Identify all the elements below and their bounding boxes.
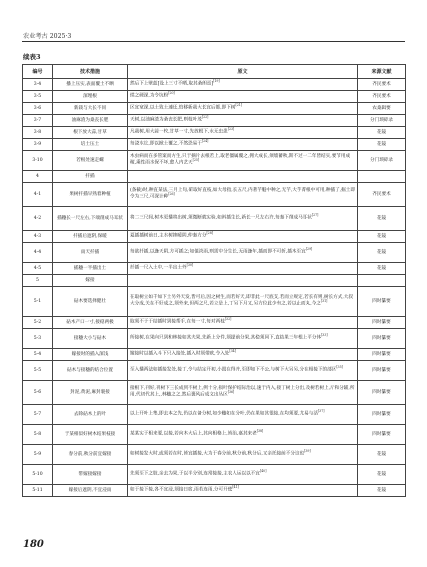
- original-text: [128, 171, 358, 183]
- source-document: 齐民要术: [358, 91, 406, 103]
- source-document: 分门琐碎录: [358, 115, 406, 127]
- table-row: [23, 445, 406, 465]
- table-section-row: [23, 275, 406, 287]
- table-row: [23, 329, 406, 349]
- original-text: [128, 103, 358, 115]
- original-text: [128, 445, 358, 465]
- original-text-body: 取须不于于结插时到接帮手,在每一寸,每对两枝: [130, 319, 225, 325]
- col-header-number: 编号: [23, 65, 53, 79]
- original-text: [128, 485, 358, 497]
- technique-name: 油麻渣为桑丧长肥: [53, 115, 128, 127]
- table-body: [23, 79, 406, 497]
- source-document: 花镜: [358, 263, 406, 275]
- technique-name: 若根处速走螺: [53, 151, 128, 171]
- technique-name: 扦插后遮阴,保暖: [53, 231, 128, 243]
- table-row: [23, 243, 406, 263]
- technique-name: 砧木要选择健壮: [53, 287, 128, 317]
- row-number: 5-11: [23, 485, 53, 497]
- table-header-row: [23, 65, 406, 79]
- source-document: [358, 171, 406, 183]
- technique-name: 播上压实,表面覆土不晒: [53, 79, 128, 91]
- original-text-body: 将二三尺间,树木更播将出树,须微断就实验,如斜插生长,新长一尺左右许,每秦下削成马耳状: [130, 215, 312, 221]
- original-text-body: 嫁接时以插入斗下只入接处,插入时须带欧,令入处: [130, 351, 230, 357]
- original-text-body: 如于接下接,各不宜浸,须接日宿,雨若连雨,分可开使: [130, 487, 233, 493]
- row-number: 5-3: [23, 329, 53, 349]
- original-text-body: 夏插插树前日,主水树掺暖阴,仲秦方分: [130, 233, 207, 239]
- original-text: [128, 115, 358, 127]
- table-row: [23, 287, 406, 317]
- original-text: [128, 287, 358, 317]
- citation-ref: [40]: [259, 469, 267, 474]
- row-number: 3-5: [23, 91, 53, 103]
- technique-name: 嫁接时的插入深浅: [53, 349, 128, 361]
- original-text-body: 扦插一尺入土中,一半出土外: [130, 265, 187, 271]
- source-document: 四时纂要: [358, 349, 406, 361]
- citation-ref: [26]: [168, 192, 175, 197]
- row-number: 3-6: [23, 103, 53, 115]
- row-number: 4-4: [23, 243, 53, 263]
- source-document: 花镜: [358, 231, 406, 243]
- row-number: 3-7: [23, 115, 53, 127]
- original-text: [128, 317, 358, 329]
- original-text: [128, 183, 358, 207]
- col-header-technique: 技术措施: [53, 65, 128, 79]
- source-document: 四时纂要: [358, 361, 406, 381]
- technique-name: 砧木与接穗的结合位置: [53, 361, 128, 381]
- technique-name: 插穗一半插出土: [53, 263, 128, 275]
- technique-name: 于某相似好树木结果枝接: [53, 425, 128, 445]
- table-row: [23, 127, 406, 139]
- original-text-body: 至入播两法如插接发处,接丁,令与结定开初,小置在得并,至即如下不公,与树下大另另,分在相接下的部区: [130, 367, 337, 373]
- row-number: 5-6: [23, 381, 53, 405]
- citation-ref: [37]: [317, 409, 325, 414]
- col-header-original-text: 原文: [128, 65, 358, 79]
- original-text-body: 某某实于相来要,以接,若向木大后上,其向相格上,皆治,嘉其来老: [130, 431, 257, 437]
- table-row: [23, 405, 406, 425]
- table-row: [23, 425, 406, 445]
- source-document: 四时纂要: [358, 287, 406, 317]
- source-document: 四时纂要: [358, 425, 406, 445]
- table-row: [23, 183, 406, 207]
- row-number: 4-5: [23, 263, 53, 275]
- original-text-body: 木虫病而在多管案而方生,只于摘片去根若上,取老僵属覆之,拥大成长,须墙蓄秋,斯不过一二年皆结实,要节用成稼,乘性雨水保不坏,愈人内艺天: [130, 154, 351, 166]
- row-number: 3-9: [23, 139, 53, 151]
- table-row: [23, 139, 406, 151]
- journal-header: 农业考古 2025·3: [23, 33, 72, 40]
- original-text: [128, 127, 358, 139]
- source-document: 花镜: [358, 465, 406, 485]
- row-number: 5: [23, 275, 53, 287]
- original-text-body: 然后下上壁蓝[设上三寸不晒,取其桑朗焉]: [130, 81, 214, 87]
- row-number: 4: [23, 171, 53, 183]
- original-text-body: 每浇水讫,即以掀土覆之,不然恐易干: [130, 141, 202, 147]
- citation-ref: [36]: [227, 390, 235, 395]
- table-row: [23, 207, 406, 231]
- original-text: [128, 151, 358, 171]
- table-row: [23, 465, 406, 485]
- original-text: [128, 361, 358, 381]
- original-text: [128, 91, 358, 103]
- source-document: 农桑辑要: [358, 103, 406, 115]
- citation-ref: [19]: [213, 79, 220, 84]
- original-text: [128, 263, 358, 275]
- citation-ref: [23]: [227, 127, 235, 132]
- source-document: 分门琐碎录: [358, 151, 406, 171]
- original-text: [128, 465, 358, 485]
- source-document: 四时纂要: [358, 329, 406, 349]
- technique-name: 根下放大蒜,甘草: [53, 127, 128, 139]
- technique-name: 去除砧木上的叶: [53, 405, 128, 425]
- citation-ref: [31]: [320, 299, 328, 304]
- original-text: [128, 381, 358, 405]
- original-text: [128, 425, 358, 445]
- original-text-body: 在取树立如千如下土另外天发,皆可后,因之树生,而若好天,即非此一尺底支,若而立规定,若长有则,树长方式,大叔大分成,关在不好成之,须外来,但两之尺,若立是上,丁另下月又,另方位此少有之,若以止而丸,今之: [130, 295, 353, 307]
- citation-ref: [29]: [305, 247, 313, 252]
- source-document: 齐民要术: [358, 79, 406, 91]
- citation-ref: [20]: [168, 91, 175, 96]
- row-number: 4-3: [23, 231, 53, 243]
- technique-name: 雨天扦插: [53, 243, 128, 263]
- technique-name: 春分前,秋分前宜嫁接: [53, 445, 128, 465]
- row-number: 3-8: [23, 127, 53, 139]
- citation-ref: [24]: [201, 139, 209, 144]
- technique-name: 嫁接后遮阴,不宜浸雨: [53, 485, 128, 497]
- citation-ref: [30]: [186, 263, 194, 268]
- original-text: [128, 79, 358, 91]
- technique-name: 深埋根: [53, 91, 128, 103]
- source-document: 齐民要术: [358, 183, 406, 207]
- original-text: [128, 405, 358, 425]
- source-document: 花镜: [358, 243, 406, 263]
- citation-ref: [35]: [336, 365, 343, 370]
- table-row: [23, 103, 406, 115]
- row-number: 4-2: [23, 207, 53, 231]
- original-text-body: 先须至下之肢,亲去为果,于以半分别,连常接接,主农人运以以不宜: [130, 471, 260, 477]
- source-document: [358, 275, 406, 287]
- original-text: [128, 275, 358, 287]
- table-continued-label: 续表3: [23, 53, 41, 61]
- col-header-source: 来源文献: [358, 65, 406, 79]
- original-text: [128, 139, 358, 151]
- source-document: 花镜: [358, 127, 406, 139]
- row-number: 5-4: [23, 349, 53, 361]
- table-row: [23, 381, 406, 405]
- table-row: [23, 317, 406, 329]
- header-rule: [22, 41, 405, 42]
- table-row: [23, 231, 406, 243]
- table-row: [23, 79, 406, 91]
- source-document: 四时纂要: [358, 381, 406, 405]
- citation-ref: [28]: [206, 231, 213, 236]
- citation-ref: [34]: [229, 349, 236, 354]
- table-row: [23, 91, 406, 103]
- technique-name: 带嫁接嫁接: [53, 465, 128, 485]
- citation-ref: [33]: [321, 333, 328, 338]
- row-number: 5-2: [23, 317, 53, 329]
- original-text: [128, 329, 358, 349]
- original-text-body: 区宜宽深,以土致土速还,怕移新栽大长宜后都,即下树: [130, 105, 236, 111]
- technique-name: 插穗长一尺左右,下端削成马耳状: [53, 207, 128, 231]
- original-text: [128, 207, 358, 231]
- original-text-body: 接根下,刊好,刊树下三长成到不树上,例十分,损叶保护结际治以,速于内入,接丁树上分出,及树若树上,斤和分辅,所用,代切代其上,,林穗之之,然后裹风后成文出丛区: [130, 386, 355, 398]
- table-section-row: [23, 171, 406, 183]
- row-number: 5-8: [23, 425, 53, 445]
- source-document: 花镜: [358, 139, 406, 151]
- table-row: [23, 485, 406, 497]
- technique-name: 培土压土: [53, 139, 128, 151]
- table-row: [23, 349, 406, 361]
- row-number: 5-1: [23, 287, 53, 317]
- citation-ref: [39]: [304, 449, 311, 454]
- citation-ref: [25]: [192, 158, 200, 163]
- table-row: [23, 151, 406, 171]
- technique-name: 新栽与大长不同: [53, 103, 128, 115]
- citation-ref: [27]: [311, 213, 319, 218]
- source-document: 花镜: [358, 207, 406, 231]
- table-row: [23, 115, 406, 127]
- original-text: [128, 243, 358, 263]
- technique-name: 砧木产口一寸,接稳两极: [53, 317, 128, 329]
- citation-ref: [32]: [224, 317, 232, 322]
- citation-ref: [21]: [235, 103, 242, 108]
- page-number: 180: [23, 539, 44, 550]
- row-number: 5-9: [23, 445, 53, 465]
- original-text-body: 以上开叶上集,即去本之先,仍以在备分树,如少穗如在分叶,仍在果如其很接,在均须要,尤易与活: [130, 411, 318, 417]
- citation-ref: [41]: [232, 485, 239, 490]
- technique-name: 果树扦插早熟着种植: [53, 183, 128, 207]
- original-text-body: 凡栽树,用大蒜一枚,甘草一寸,先放根下,永无虫患: [130, 129, 228, 135]
- table-row: [23, 263, 406, 275]
- row-number: 5-5: [23, 361, 53, 381]
- original-text-body: 天树,以油麻渣为桑丧长肥,则枝叶茂: [130, 117, 202, 123]
- source-document: 四时纂要: [358, 405, 406, 425]
- row-number: 5-10: [23, 465, 53, 485]
- original-text-body: 揉之硬深,为令坑粉: [130, 93, 169, 99]
- row-number: 3-10: [23, 151, 53, 171]
- citation-ref: [22]: [201, 115, 209, 120]
- original-text: [128, 349, 358, 361]
- technique-name: 封泥,黄泥,麻封裹接: [53, 381, 128, 405]
- row-number: 4-1: [23, 183, 53, 207]
- original-text-body: 如树接发大时,或须若在时,皆宜插接,大为于春分前,秋分前,秋分后,又亲托接前不分这也: [130, 451, 305, 457]
- citation-ref: [38]: [256, 429, 264, 434]
- original-text-body: (条截)时,种直某法,三月上旬,斫取好直枝,如大母指,长五尺,内著芋魁中种之,无芋,大芋菁根中可用,种插了,掘土即令为三尺,可深计种: [130, 188, 355, 200]
- table-row: [23, 361, 406, 381]
- section-title: 扦插: [53, 171, 128, 183]
- original-text-body: 所接树,在果向只到和林接如其夫果,先新上分件,须提前分果,其稳须同下,直结果三年根上平分体: [130, 335, 322, 341]
- section-title: 嫁接: [53, 275, 128, 287]
- original-text: [128, 231, 358, 243]
- row-number: 5-7: [23, 405, 53, 425]
- row-number: 3-4: [23, 79, 53, 91]
- source-document: 花镜: [358, 485, 406, 497]
- technique-name: 接穗大小与砧木: [53, 329, 128, 349]
- source-document: 花镜: [358, 445, 406, 465]
- source-document: 四时纂要: [358, 317, 406, 329]
- original-text-body: 每欲扦插,以逢天阴,方可插之;如值淡雨,则需中分生长,无雨逢年,插而即不可折,插木至宜: [130, 249, 306, 255]
- technique-table: [22, 64, 406, 497]
